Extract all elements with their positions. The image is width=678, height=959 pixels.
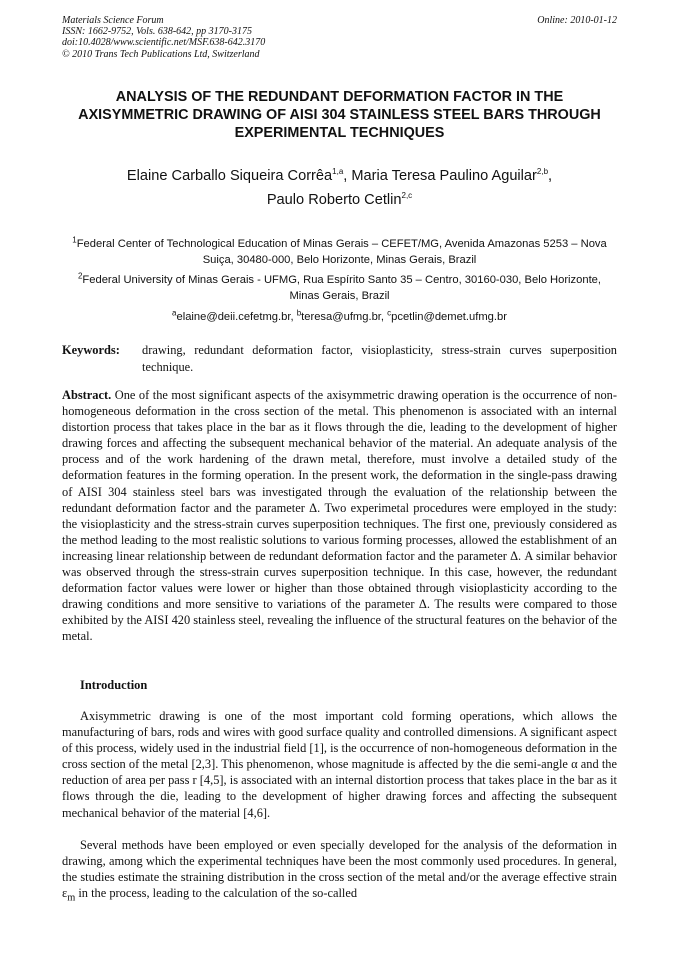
issn-line: ISSN: 1662-9752, Vols. 638-642, pp 3170-3175: [62, 26, 252, 38]
abstract-label: Abstract.: [62, 388, 112, 402]
online-date: Online: 2010-01-12: [537, 15, 617, 26]
author-name: Elaine Carballo Siqueira Corrêa: [126, 168, 333, 184]
author-name: Paulo Roberto Cetlin: [266, 192, 402, 208]
author-affiliation-marker: 1,a: [332, 167, 344, 177]
affiliation-text: Federal University of Minas Gerais - UFMG, Rua Espírito Santo 35 – Centro, 30160-030, Belo Horizonte, Minas Gerais, Brazil: [82, 274, 602, 302]
introduction-paragraph-1: Axisymmetric drawing is one of the most important cold forming operations, which allows the manufacturing of bars, rods and wires with good surface quality and controlled dimensions. A significant aspect of this process, widely used in the industrial field [1], is the occurrence of non-homogeneous deformation in the cross section of the metal [2,3]. This phenomenon, whose magnitude is affected by the die semi-angle α and the reduction of area per pass r [4,5], is associated with an internal distortion process that takes place in the bar as it flows through the die, leading to the development of higher drawing forces and affecting the subsequent mechanical behavior of the material [4,6].: [62, 709, 617, 820]
abstract: [62, 387, 617, 645]
paper-title: ANALYSIS OF THE REDUNDANT DEFORMATION FACTOR IN THE AXISYMMETRIC DRAWING OF AISI 304 STAINLESS STEEL BARS THROUGH EXPERIMENTAL TECHNIQUES: [78, 89, 601, 141]
keywords: [62, 342, 617, 376]
email-list: [62, 309, 617, 325]
affiliation-number: 1: [72, 235, 77, 245]
email-marker: a: [172, 308, 177, 318]
email-link[interactable]: teresa@ufmg.br,: [301, 311, 385, 323]
affiliation-1: [62, 236, 617, 268]
author-affiliation-marker: 2,c: [401, 191, 413, 201]
affiliation-number: 2: [77, 271, 83, 281]
journal-header: [62, 15, 617, 60]
keywords-label: Keywords:: [62, 343, 120, 357]
email-marker: c: [387, 308, 392, 318]
doi-line[interactable]: doi:10.4028/www.scientific.net/MSF.638-642.3170: [62, 37, 266, 49]
author-list: Elaine Carballo Siqueira Corrêa$^{1,a}$, Maria Teresa Paulino Aguilar$^{2,b}$, Paulo Roberto Cetlin$^{2,c}$: [126, 167, 553, 208]
author-name: Maria Teresa Paulino Aguilar: [351, 168, 537, 184]
journal-name: Materials Science Forum: [62, 15, 164, 26]
copyright-line: © 2010 Trans Tech Publications Ltd, Switzerland: [62, 48, 260, 60]
author-affiliation-marker: 2,b: [536, 167, 549, 177]
introduction-paragraph-2: [62, 837, 617, 907]
email-marker: b: [296, 308, 302, 318]
paragraph-text: Several methods have been employed or even specially developed for the analysis of the deformation in drawing, among which the experimental techniques have been the most commonly used procedures. In general, the studies estimate the straining distribution in the cross section of the metal and/or the average effective strain ε: [62, 838, 617, 901]
keywords-text: drawing, redundant deformation factor, visioplasticity, stress-strain curves superposition technique.: [142, 343, 617, 374]
affiliation-2: [62, 272, 617, 304]
section-heading-introduction: Introduction: [80, 678, 148, 692]
abstract-text: One of the most significant aspects of the axisymmetric drawing operation is the occurrence of non-homogeneous deformation in the cross section of the metal. This phenomenon is associated with an internal distortion process that takes place in the bar as it flows through the die, leading to the development of higher drawing forces and affecting the subsequent mechanical behavior of the material. An adequate analysis of the process and of the work hardening of the drawn metal, therefore, must involve a detailed study of the deformation features in the forming operation. In the present work, the deformation in the single-pass drawing of AISI 304 stainless steel bars was investigated through the evaluation of the relationship between the redundant deformation factor and the parameter Δ. Two experimetal procedures were employed in the study: the visioplasticity and the stress-strain curves superposition techniques. The first one, previously considered as the method leading to the most realistic solutions to various forming processes, allowed the establishment of an increasing linear relationship between de redundant deformation factor and the parameter Δ. A similar behavior was observed through the stress-strain curves superposition technique. In this case, however, the redundant deformation factor values were lower or higher than those obtained through visioplasticity according to the drawing conditions and more sensitive to variations of the parameter Δ. The results were compared to those exhibited by the AISI 420 stainless steel, revealing the influence of the structural features on the behavior of the metal.: [62, 388, 617, 644]
paragraph-text: in the process, leading to the calculation of the so-called: [75, 886, 358, 901]
email-link[interactable]: pcetlin@demet.ufmg.br: [391, 311, 507, 323]
affiliation-text: Federal Center of Technological Education of Minas Gerais – CEFET/MG, Avenida Amazonas 5253 – Nova Suiça, 30480-000, Belo Horizonte, Minas Gerais, Brazil: [76, 238, 607, 266]
email-link[interactable]: elaine@deii.cefetmg.br,: [176, 311, 294, 323]
subscript: m: [67, 892, 76, 904]
